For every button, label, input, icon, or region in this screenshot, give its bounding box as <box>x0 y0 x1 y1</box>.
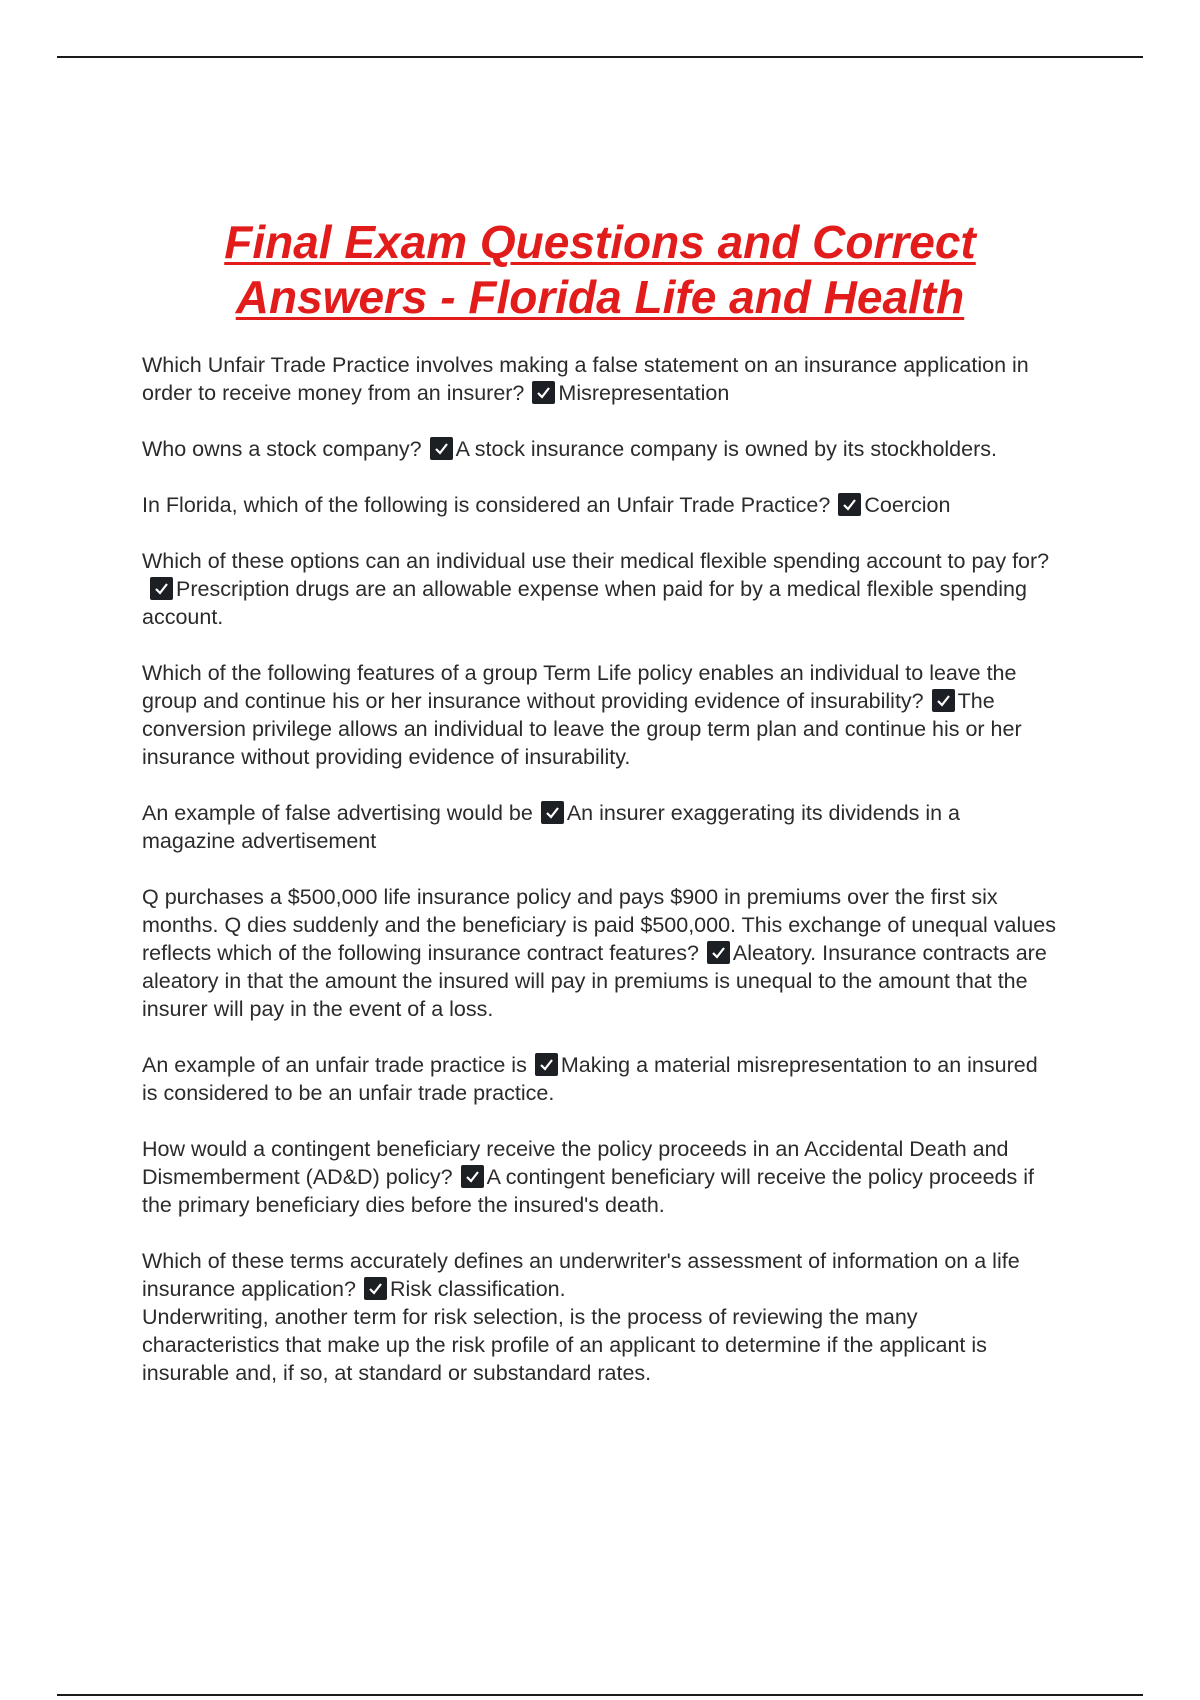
title-line-2: Answers - Florida Life and Health <box>235 271 965 323</box>
qa-item <box>142 547 1057 631</box>
qa-list <box>142 351 1057 1415</box>
answer-text: The conversion privilege allows an individual to leave the group term plan and continue his or her insurance without providing evidence of insurability. <box>142 689 1022 769</box>
answer-text: Coercion <box>864 493 951 517</box>
question-text: Q purchases a $500,000 life insurance policy and pays $900 in premiums over the first six months. Q dies suddenly and the beneficiary is paid $500,000. This exchange of unequal values reflects which of the following insurance contract features? <box>142 885 1056 965</box>
checkmark-icon <box>364 1277 387 1300</box>
checkmark-icon <box>541 801 564 824</box>
checkmark-icon <box>535 1053 558 1076</box>
top-divider <box>57 56 1143 58</box>
answer-text: Misrepresentation <box>558 381 730 405</box>
answer-text: Prescription drugs are an allowable expense when paid for by a medical flexible spending account. <box>142 577 1027 629</box>
question-text: An example of an unfair trade practice is <box>142 1053 527 1077</box>
answer-text: Risk classification. <box>389 1277 566 1301</box>
title-line-1: Final Exam Questions and Correct <box>224 216 976 268</box>
qa-item <box>142 1247 1057 1387</box>
qa-item <box>142 1135 1057 1219</box>
qa-item <box>142 883 1057 1023</box>
bottom-divider <box>57 1694 1143 1696</box>
checkmark-icon <box>461 1165 484 1188</box>
qa-item <box>142 1051 1057 1107</box>
document-title <box>140 215 1060 325</box>
qa-item <box>142 491 1057 519</box>
checkmark-icon <box>707 941 730 964</box>
checkmark-icon <box>838 493 861 516</box>
answer-text: An insurer exaggerating its dividends in a magazine advertisement <box>142 801 961 853</box>
question-text: Which of these options can an individual use their medical flexible spending account to pay for? <box>142 549 1050 573</box>
question-text: How would a contingent beneficiary receive the policy proceeds in an Accidental Death and Dismemberment (AD&D) policy? <box>142 1137 1009 1189</box>
checkmark-icon <box>932 689 955 712</box>
qa-item <box>142 435 1057 463</box>
qa-item <box>142 351 1057 407</box>
qa-item <box>142 659 1057 771</box>
question-text: Which of the following features of a group Term Life policy enables an individual to leave the group and continue his or her insurance without providing evidence of insurability? <box>142 661 1017 713</box>
question-text: Who owns a stock company? <box>142 437 422 461</box>
answer-text: A stock insurance company is owned by its stockholders. <box>455 437 997 461</box>
question-text: An example of false advertising would be <box>142 801 533 825</box>
answer-text: Aleatory. Insurance contracts are aleatory in that the amount the insured will pay in premiums is unequal to the amount that the insurer will pay in the event of a loss. <box>142 941 1047 1021</box>
answer-explanation: Underwriting, another term for risk selection, is the process of reviewing the many characteristics that make up the risk profile of an applicant to determine if the applicant is insurable and, if so, at standard or substandard rates. <box>142 1305 987 1385</box>
question-text: Which of these terms accurately defines an underwriter's assessment of information on a life insurance application? <box>142 1249 1020 1301</box>
answer-text: A contingent beneficiary will receive the policy proceeds if the primary beneficiary dies before the insured's death. <box>142 1165 1034 1217</box>
question-text: Which Unfair Trade Practice involves making a false statement on an insurance application in order to receive money from an insurer? <box>142 353 1029 405</box>
question-text: In Florida, which of the following is considered an Unfair Trade Practice? <box>142 493 831 517</box>
checkmark-icon <box>532 381 555 404</box>
checkmark-icon <box>430 437 453 460</box>
checkmark-icon <box>150 577 173 600</box>
answer-text: Making a material misrepresentation to an insured is considered to be an unfair trade practice. <box>142 1053 1038 1105</box>
qa-item <box>142 799 1057 855</box>
